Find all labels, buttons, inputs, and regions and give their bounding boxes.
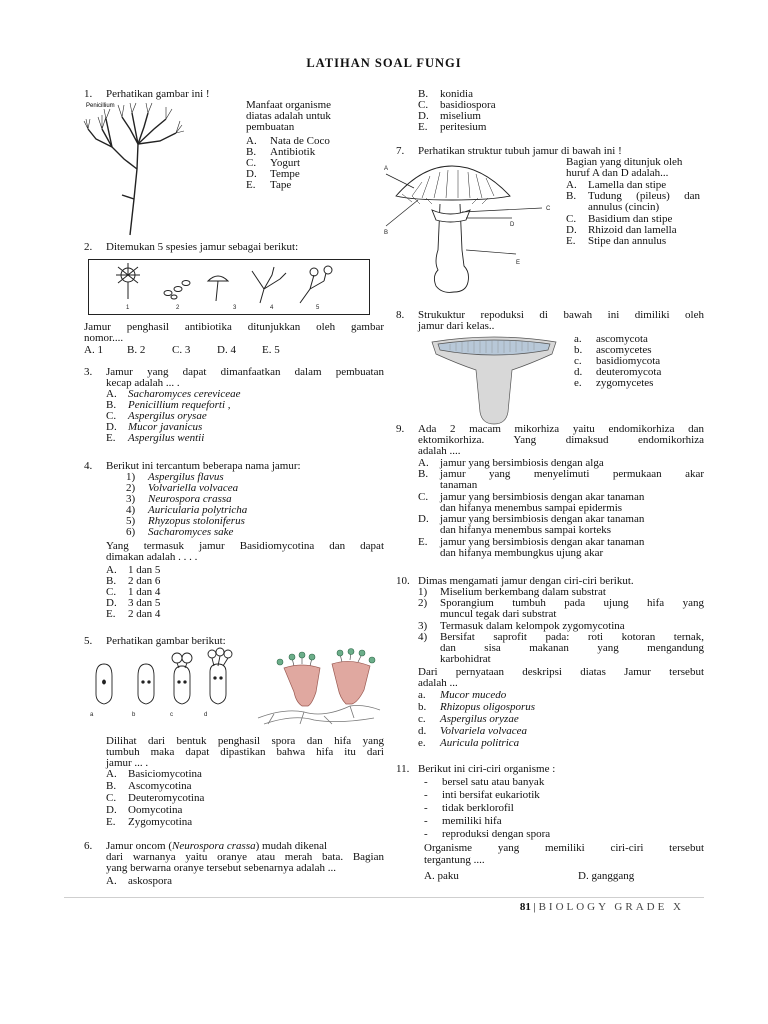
figure-label: 2 — [176, 305, 180, 311]
figure-label: 5 — [316, 305, 320, 311]
figure-label: 4 — [270, 305, 274, 311]
figure-label: Penicillium — [86, 103, 115, 109]
question-text: Ditemukan 5 spesies jamur sebagai berikut: — [106, 241, 299, 253]
figure-label: 3 — [233, 305, 237, 311]
fungi-species-figure — [88, 259, 370, 315]
question-prompt-line: nomor.... — [84, 332, 124, 344]
question-text: Jamur oncom (Neurospora crassa) mudah dikenal — [106, 840, 328, 852]
question-prompt-line: adalah ... — [418, 677, 458, 689]
ascocarp-diagram — [430, 332, 558, 428]
question-number: 10. — [396, 575, 410, 587]
question-prompt-line: pembuatan — [246, 121, 295, 133]
answer-option[interactable]: A. paku — [424, 870, 459, 882]
question-5: 5. Perhatikan gambar berikut: a b c d Dilihat dari bentuk penghasil spora dan hifa yang tumbuh maka dapat dipastikan bahwa hifa itu dari jamur ... . A. Basiciomycotina B. Ascomycotina C. Deuteromycotina D. Oomycotina E. Zygomycotina — [84, 635, 384, 828]
figure-label: b — [132, 712, 136, 718]
answer-option[interactable]: E. 5 — [262, 344, 280, 356]
answer-option[interactable]: D. ganggang — [578, 870, 635, 882]
question-text: Berikut ini ciri-ciri organisme : — [418, 763, 556, 775]
question-11: 11. Berikut ini ciri-ciri organisme : - bersel satu atau banyak - inti bersifat eukariotik - tidak berklorofil - memiliki hifa - reproduksi dengan spora Organisme yang memiliki ciri-ciri tersebut tergantung .... A. paku D. ganggang — [396, 763, 704, 882]
question-prompt-line: Dari pernyataan deskripsi diatas Jamur tersebut — [418, 666, 704, 678]
question-text: Perhatikan gambar berikut: — [106, 635, 226, 647]
question-number: 5. — [84, 635, 93, 647]
question-prompt-line: Dilihat dari bentuk penghasil spora dan hifa yang — [106, 735, 384, 747]
question-prompt-line: diatas adalah untuk — [246, 110, 331, 122]
question-prompt-line: Organisme yang memiliki ciri-ciri tersebut — [424, 842, 704, 854]
question-text: Ada 2 macam mikorhiza yaitu endomikorhiza dan — [418, 423, 704, 435]
question-text: dari warnanya yaitu oranye atau merah bata. Bagian — [106, 851, 384, 863]
figure-label: D — [510, 222, 515, 228]
question-8: 8. Strukuktur repoduksi di bawah ini dimiliki oleh jamur dari kelas.. a. ascomycota b. ascomycetes c. basidiomycota d. deuteromycota e. zygomycetes — [396, 310, 704, 420]
question-1: 1. Perhatikan gambar ini ! Penicillium Manfaat organisme diatas adalah untuk pembuatan A. Nata de Coco B. Antibiotik C. Yogurt D. Tempe E. Tape — [84, 89, 384, 239]
figure-label: B — [384, 230, 389, 236]
question-prompt-line: Manfaat organisme — [246, 99, 332, 111]
footer-title: BIOLOGY GRADE X — [538, 901, 684, 913]
question-text: ektomikorhiza. Yang dimaksud endomikorhiza — [418, 434, 704, 446]
question-10: 10. Dimas mengamati jamur dengan ciri-ciri berikut. 1) Miselium berkembang dalam substrat 2) Sporangium tumbuh pada ujung hifa yang muncul tegak dari substrat 3) Termasuk dalam kelompok zygomycotina 4) Bersifat saprofit pada: roti kotoran ternak, dan sisa makanan yang mengandung karbohidrat Dari pernyataan deskripsi diatas Jamur tersebut adalah ... a. Mucor mucedo b. Rhizopus oligosporus c. Aspergilus oryzae d. Volvariela volvacea e. Auricula politrica — [396, 575, 704, 749]
mushroom-structure-diagram — [382, 158, 560, 306]
answer-option[interactable]: C. 3 — [172, 344, 191, 356]
question-text: jamur dari kelas.. — [418, 320, 495, 332]
question-prompt-line: Yang termasuk jamur Basidiomycotina dan dapat — [106, 540, 384, 552]
question-prompt-line: Bagian yang ditunjuk oleh — [566, 156, 683, 168]
question-text: kecap adalah ... . — [106, 377, 180, 389]
question-text: Perhatikan struktur tubuh jamur di bawah ini ! — [418, 145, 622, 157]
figure-label: 1 — [126, 305, 130, 311]
question-2 — [84, 242, 384, 357]
figure-label: E — [516, 260, 521, 266]
question-9: 9. Ada 2 macam mikorhiza yaitu endomikorhiza dan ektomikorhiza. Yang dimaksud endomikorhiza adalah .... A. jamur yang bersimbiosis dengan alga B. jamur yang menyelimuti permukaan akar tanaman C. jamur yang bersimbiosis dengan akar tanaman dan hifanya menembus sampai epidermis D. jamur yang bersimbiosis dengan akar tanaman dan hifanya menembus sampai korteks E. jamur yang bersimbiosis dengan akar tanaman dan hifanya membungkus ujung akar — [396, 423, 704, 559]
question-text: Dimas mengamati jamur dengan ciri-ciri berikut. — [418, 575, 634, 587]
question-prompt-line: dimakan adalah . . . . — [106, 551, 198, 563]
question-number: 8. — [396, 309, 405, 321]
question-text: Strukuktur repoduksi di bawah ini dimiliki oleh — [418, 309, 704, 321]
question-number: 2. — [84, 241, 93, 253]
page-title: LATIHAN SOAL FUNGI — [306, 56, 462, 70]
question-text: Jamur yang dapat dimanfaatkan dalam pembuatan — [106, 366, 384, 378]
question-prompt-line: tergantung .... — [424, 854, 485, 866]
question-4: 4. Berikut ini tercantum beberapa nama jamur: 1) Aspergilus flavus 2) Volvariella volvacea 3) Neurospora crassa 4) Auricularia polytricha 5) Rhyzopus stoloniferus 6) Sacharomyces sake Yang termasuk jamur Basidiomycotina dan dapat dimakan adalah . . . . A. 1 dan 5 B. 2 dan 6 C. 1 dan 4 D. 3 dan 5 E. 2 dan 4 — [84, 460, 384, 620]
figure-label: C — [546, 206, 551, 212]
question-number: 9. — [396, 423, 405, 435]
question-6: 6. Jamur oncom (Neurospora crassa) mudah dikenal dari warnanya yaitu oranye atau merah bata. Bagian yang berwarna oranye tersebut sebenarnya adalah ... A. askospora — [84, 840, 384, 887]
question-text: yang berwarna oranye tersebut sebenarnya adalah ... — [106, 862, 336, 874]
question-number: 3. — [84, 366, 93, 378]
answer-option[interactable]: A. 1 — [84, 344, 103, 356]
question-number: 4. — [84, 460, 93, 472]
question-7: 7. Perhatikan struktur tubuh jamur di bawah ini ! A B C D E Bagian yang ditunjuk oleh huruf A dan D adalah... A. Lamella dan stipe B. Tudung (pileus) dan annulus (cincin) C. Basidium dan stipe D. Rhizoid dan lamella E. Stipe dan annulus — [396, 146, 704, 306]
question-prompt-line: huruf A dan D adalah... — [566, 167, 669, 179]
question-number: 1. — [84, 88, 93, 100]
footer-divider — [64, 897, 704, 898]
figure-label: c — [170, 712, 173, 718]
penicillium-illustration — [82, 99, 192, 237]
footer-separator: | — [533, 901, 536, 913]
question-prompt-line: tumbuh maka dapat dipastikan bahwa hifa itu dari — [106, 746, 384, 758]
question-text: adalah .... — [418, 445, 461, 457]
question-prompt-line: Jamur penghasil antibiotika ditunjukkan oleh gambar — [84, 321, 384, 333]
sporangium-photo — [254, 648, 384, 728]
question-number: 6. — [84, 840, 93, 852]
hyphae-spore-figure — [86, 646, 242, 720]
question-prompt-line: jamur ... . — [106, 757, 149, 769]
question-number: 7. — [396, 145, 405, 157]
page-footer — [520, 902, 684, 914]
answer-option[interactable]: D. 4 — [217, 344, 236, 356]
question-number: 11. — [396, 763, 410, 775]
figure-label: a — [90, 712, 94, 718]
figure-label: A — [384, 166, 389, 172]
question-text: Berikut ini tercantum beberapa nama jamur: — [106, 460, 301, 472]
answer-option[interactable]: B. 2 — [127, 344, 146, 356]
question-3: 3. Jamur yang dapat dimanfaatkan dalam pembuatan kecap adalah ... . A. Sacharomyces cereviceae B. Penicillium requeforti , C. Aspergilus orysae D. Mucor javanicus E. Aspergilus wentii — [84, 366, 384, 444]
page-number: 81 — [519, 901, 531, 913]
figure-label: d — [204, 712, 208, 718]
question-text: Perhatikan gambar ini ! — [106, 88, 210, 100]
